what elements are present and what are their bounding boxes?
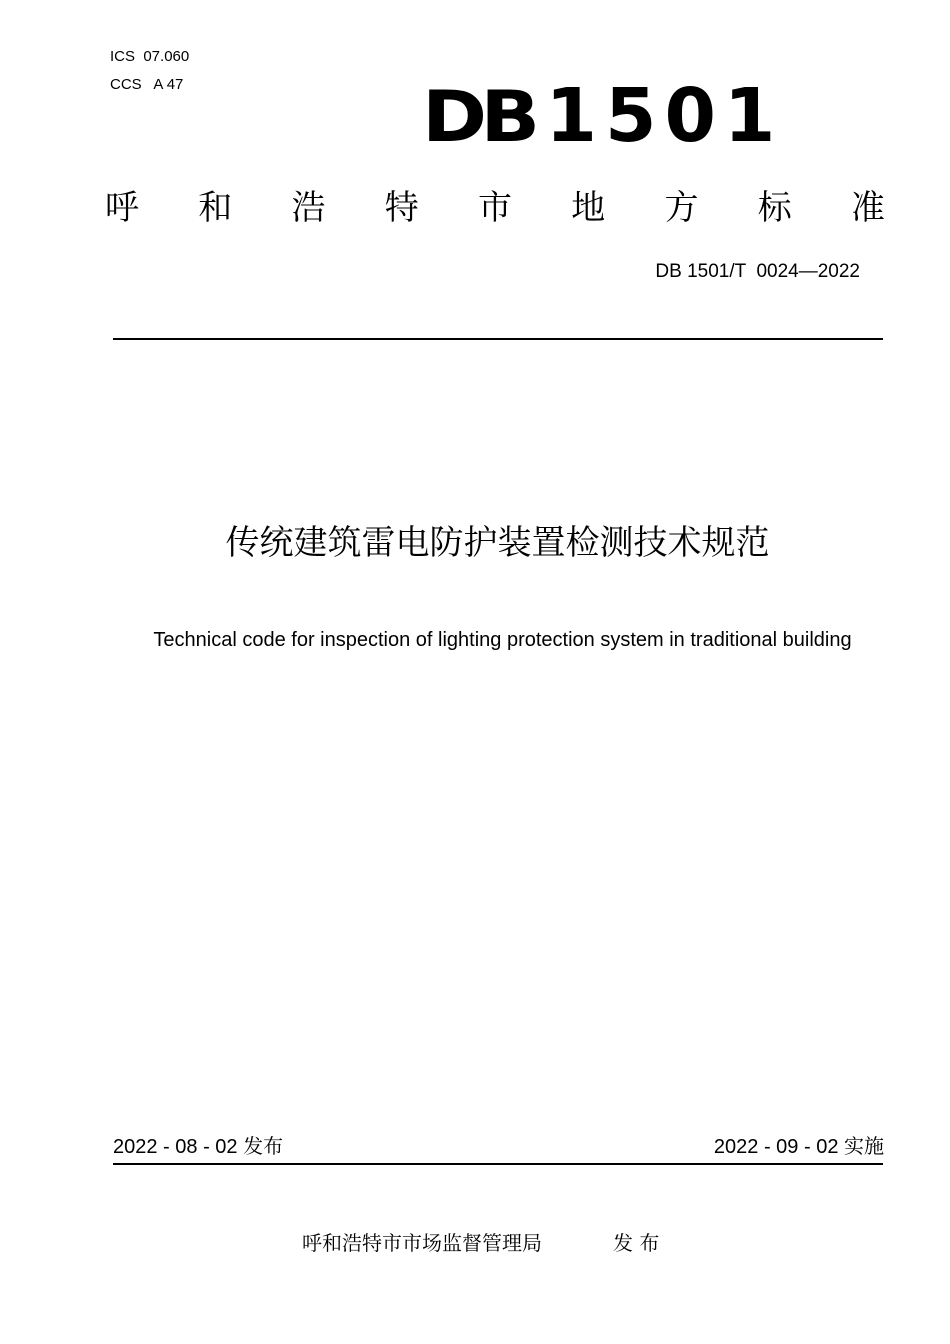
issue-label: 发 布 [613,1231,660,1255]
db-prefix: DB [422,76,534,158]
standard-type-char: 准 [851,188,885,228]
standard-type-char: 市 [478,188,512,228]
standard-type-char: 特 [384,188,419,228]
db-region-code: 1501 [545,73,784,159]
header-divider [113,338,883,340]
standard-type-char: 呼 [105,188,139,228]
standard-type-char: 标 [757,188,792,228]
db-standard-logo [422,73,784,159]
standard-type-char: 和 [198,188,233,228]
document-title-chinese: 传统建筑雷电防护装置检测技术规范 [225,523,770,563]
standard-type-char: 方 [664,188,699,228]
release-date: 2022 - 08 - 02 发布 [113,1136,284,1158]
document-title-english: Technical code for inspection of lighting protection system in traditional building [153,629,852,651]
standard-type-char: 浩 [291,188,326,228]
standard-number: DB 1501/T 0024—2022 [655,261,860,282]
ccs-code: CCS A 47 [110,76,184,93]
footer-divider [113,1163,883,1165]
issuing-authority: 呼和浩特市市场监督管理局 [302,1231,542,1255]
standard-type-char: 地 [571,188,606,228]
ics-code: ICS 07.060 [110,48,190,65]
implementation-date: 2022 - 09 - 02 实施 [713,1136,884,1158]
standard-type-heading [105,186,885,230]
